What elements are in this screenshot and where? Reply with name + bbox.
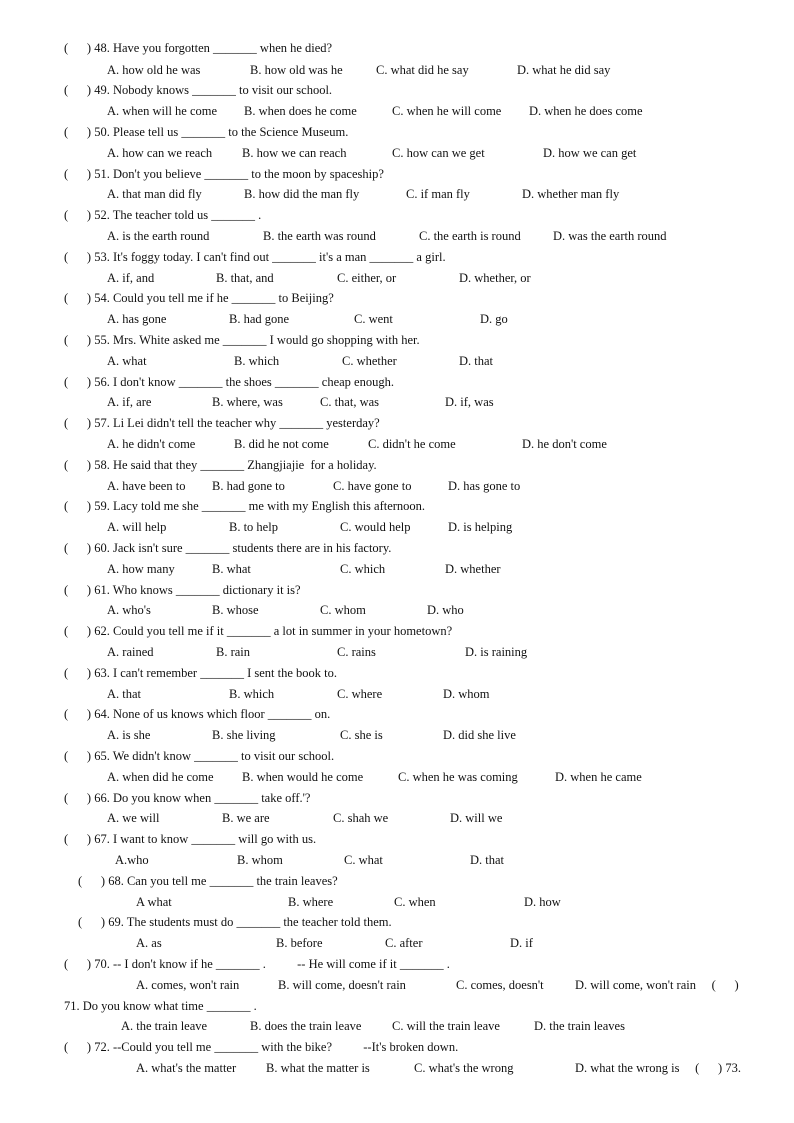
option-c: C. when he will come: [392, 104, 502, 118]
option-c: C. have gone to: [333, 479, 412, 493]
question-51-stem: ( ) 51. Don't you believe _______ to the moon by spaceship?: [64, 167, 384, 181]
option-a: A. is the earth round: [107, 229, 210, 243]
option-a: A.who: [115, 853, 149, 867]
option-c: C. she is: [340, 728, 383, 742]
option-c: C. rains: [337, 645, 376, 659]
option-c: C. where: [337, 687, 383, 701]
option-c: C. what's the wrong: [414, 1061, 514, 1075]
option-d: D. that: [459, 354, 494, 368]
option-a: A. have been to: [107, 479, 186, 493]
option-c: C. how can we get: [392, 146, 485, 160]
option-b: B. where, was: [212, 395, 283, 409]
option-c: C. after: [385, 936, 423, 950]
option-b: B. when would he come: [242, 770, 364, 784]
option-d: D. whether man fly: [522, 187, 620, 201]
option-b: B. had gone: [229, 312, 290, 326]
option-c: C. will the train leave: [392, 1019, 500, 1033]
option-a: A. rained: [107, 645, 154, 659]
option-b: B. to help: [229, 520, 278, 534]
option-a: A. how many: [107, 562, 175, 576]
option-b: B. which: [229, 687, 275, 701]
option-c: C. when: [394, 895, 436, 909]
option-a: A. if, and: [107, 271, 155, 285]
option-c: C. shah we: [333, 811, 389, 825]
option-b: B. how did the man fly: [244, 187, 360, 201]
option-d: D. how: [524, 895, 561, 909]
option-b: B. how old was he: [250, 63, 343, 77]
option-d: D. has gone to: [448, 479, 521, 493]
option-d: D. is raining: [465, 645, 528, 659]
question-69-stem: ( ) 69. The students must do _______ the teacher told them.: [78, 915, 392, 929]
question-54-stem: ( ) 54. Could you tell me if he _______ to Beijing?: [64, 291, 334, 305]
option-a: A. he didn't come: [107, 437, 196, 451]
option-d: D. what the wrong is ( ) 73.: [575, 1061, 741, 1075]
option-c: C. what: [344, 853, 383, 867]
option-a: A. if, are: [107, 395, 152, 409]
option-a: A. comes, won't rain: [136, 978, 240, 992]
option-a: A. how old he was: [107, 63, 201, 77]
option-d: D. whether, or: [459, 271, 531, 285]
option-a: A. we will: [107, 811, 160, 825]
question-57-stem: ( ) 57. Li Lei didn't tell the teacher why _______ yesterday?: [64, 416, 380, 430]
question-55-stem: ( ) 55. Mrs. White asked me _______ I would go shopping with her.: [64, 333, 420, 347]
option-d: D. if, was: [445, 395, 494, 409]
option-d: D. that: [470, 853, 505, 867]
question-56-stem: ( ) 56. I don't know _______ the shoes _______ cheap enough.: [64, 375, 394, 389]
option-b: B. that, and: [216, 271, 274, 285]
option-b: B. does the train leave: [250, 1019, 362, 1033]
question-60-stem: ( ) 60. Jack isn't sure _______ students there are in his factory.: [64, 541, 392, 555]
option-b: B. which: [234, 354, 280, 368]
option-b: B. whom: [237, 853, 283, 867]
question-72-stem: ( ) 72. --Could you tell me _______ with the bike? --It's broken down.: [64, 1040, 459, 1054]
question-65-stem: ( ) 65. We didn't know _______ to visit our school.: [64, 749, 335, 763]
question-61-stem: ( ) 61. Who knows _______ dictionary it is?: [64, 583, 301, 597]
option-c: C. whom: [320, 603, 366, 617]
option-b: B. where: [288, 895, 334, 909]
option-c: C. what did he say: [376, 63, 469, 77]
option-a: A. that: [107, 687, 142, 701]
option-a: A. what: [107, 354, 147, 368]
question-52-stem: ( ) 52. The teacher told us _______ .: [64, 208, 262, 222]
option-c: C. either, or: [337, 271, 397, 285]
option-b: B. when does he come: [244, 104, 357, 118]
option-c: C. that, was: [320, 395, 380, 409]
option-c: C. would help: [340, 520, 411, 534]
option-b: B. how we can reach: [242, 146, 347, 160]
option-d: D. did she live: [443, 728, 516, 742]
question-62-stem: ( ) 62. Could you tell me if it _______ a lot in summer in your hometown?: [64, 624, 453, 638]
option-b: B. she living: [212, 728, 276, 742]
question-53-stem: ( ) 53. It's foggy today. I can't find out _______ it's a man _______ a girl.: [64, 250, 446, 264]
option-a: A. when will he come: [107, 104, 218, 118]
option-b: B. what the matter is: [266, 1061, 370, 1075]
option-c: C. when he was coming: [398, 770, 518, 784]
option-b: B. we are: [222, 811, 270, 825]
option-d: D. who: [427, 603, 464, 617]
option-b: B. had gone to: [212, 479, 285, 493]
option-d: D. when he does come: [529, 104, 643, 118]
option-c: C. whether: [342, 354, 397, 368]
question-50-stem: ( ) 50. Please tell us _______ to the Science Museum.: [64, 125, 349, 139]
option-d: D. whether: [445, 562, 501, 576]
question-59-stem: ( ) 59. Lacy told me she _______ me with my English this afternoon.: [64, 499, 426, 513]
option-a: A. how can we reach: [107, 146, 213, 160]
question-48-stem: ( ) 48. Have you forgotten _______ when he died?: [64, 41, 333, 55]
option-d: D. the train leaves: [534, 1019, 625, 1033]
option-c: C. didn't he come: [368, 437, 456, 451]
option-c: C. which: [340, 562, 386, 576]
option-d: D. will we: [450, 811, 503, 825]
option-a: A. that man did fly: [107, 187, 202, 201]
option-c: C. if man fly: [406, 187, 470, 201]
option-a: A what: [136, 895, 172, 909]
option-d: D. how we can get: [543, 146, 637, 160]
option-b: B. will come, doesn't rain: [278, 978, 406, 992]
question-63-stem: ( ) 63. I can't remember _______ I sent the book to.: [64, 666, 338, 680]
option-b: B. the earth was round: [263, 229, 376, 243]
option-d: D. whom: [443, 687, 490, 701]
option-c: C. comes, doesn't: [456, 978, 544, 992]
option-d: D. when he came: [555, 770, 642, 784]
question-49-stem: ( ) 49. Nobody knows _______ to visit our school.: [64, 83, 333, 97]
option-a: A. who's: [107, 603, 151, 617]
option-a: A. when did he come: [107, 770, 214, 784]
option-d: D. he don't come: [522, 437, 607, 451]
option-b: B. before: [276, 936, 323, 950]
question-71-stem: 71. Do you know what time _______ .: [64, 999, 257, 1013]
option-a: A. as: [136, 936, 162, 950]
question-68-stem: ( ) 68. Can you tell me _______ the train leaves?: [78, 874, 338, 888]
option-b: B. rain: [216, 645, 251, 659]
option-a: A. will help: [107, 520, 167, 534]
option-b: B. what: [212, 562, 251, 576]
option-a: A. the train leave: [121, 1019, 208, 1033]
option-b: B. did he not come: [234, 437, 329, 451]
option-a: A. what's the matter: [136, 1061, 237, 1075]
option-b: B. whose: [212, 603, 259, 617]
option-d: D. is helping: [448, 520, 513, 534]
question-66-stem: ( ) 66. Do you know when _______ take off.'?: [64, 791, 311, 805]
option-a: A. has gone: [107, 312, 167, 326]
option-d: D. go: [480, 312, 508, 326]
question-58-stem: ( ) 58. He said that they _______ Zhangjiajie for a holiday.: [64, 458, 377, 472]
option-a: A. is she: [107, 728, 151, 742]
option-d: D. will come, won't rain ( ): [575, 978, 739, 992]
question-70-stem: ( ) 70. -- I don't know if he _______ . -- He will come if it _______ .: [64, 957, 450, 971]
question-67-stem: ( ) 67. I want to know _______ will go with us.: [64, 832, 317, 846]
option-c: C. went: [354, 312, 393, 326]
option-c: C. the earth is round: [419, 229, 521, 243]
option-d: D. what he did say: [517, 63, 611, 77]
option-d: D. if: [510, 936, 533, 950]
option-d: D. was the earth round: [553, 229, 667, 243]
question-64-stem: ( ) 64. None of us knows which floor _______ on.: [64, 707, 331, 721]
